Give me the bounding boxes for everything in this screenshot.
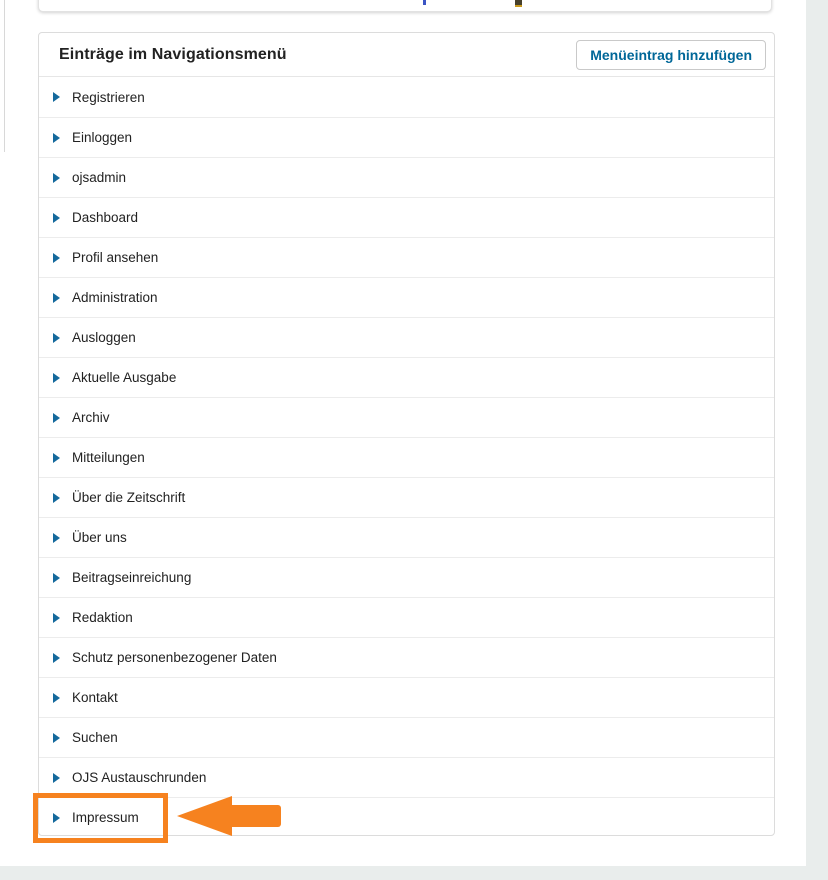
menu-item-row-redaktion[interactable] (39, 597, 774, 637)
menu-item-label: Ausloggen (72, 330, 136, 345)
expand-triangle-icon[interactable] (53, 573, 60, 583)
cutoff-icon-fragment-icon (515, 0, 522, 7)
menu-item-label: Registrieren (72, 89, 145, 105)
menu-item-label: Impressum (72, 810, 139, 825)
menu-item-row-suchen[interactable] (39, 717, 774, 757)
menu-item-label: Über die Zeitschrift (72, 490, 186, 505)
cutoff-text-fragment-icon (423, 0, 426, 5)
expand-triangle-icon[interactable] (53, 213, 60, 223)
menu-item-row-dashboard[interactable] (39, 197, 774, 237)
menu-item-label: Schutz personenbezogener Daten (72, 650, 277, 665)
menu-item-row-registrieren[interactable] (39, 77, 774, 117)
menu-item-label: ojsadmin (72, 170, 127, 185)
menu-item-row-einloggen[interactable] (39, 117, 774, 157)
menu-item-row-impressum[interactable] (39, 797, 774, 837)
menu-item-label: Aktuelle Ausgabe (72, 370, 177, 385)
expand-triangle-icon[interactable] (53, 373, 60, 383)
menu-item-label: Über uns (72, 530, 127, 545)
left-divider (4, 0, 5, 152)
expand-triangle-icon[interactable] (53, 293, 60, 303)
menu-item-label: Archiv (72, 410, 110, 425)
menu-item-row-ueber-uns[interactable] (39, 517, 774, 557)
expand-triangle-icon[interactable] (53, 773, 60, 783)
expand-triangle-icon[interactable] (53, 653, 60, 663)
expand-triangle-icon[interactable] (53, 133, 60, 143)
menu-item-row-ojs-austauschrunden[interactable] (39, 757, 774, 797)
expand-triangle-icon[interactable] (53, 813, 60, 823)
menu-item-row-aktuelle-ausgabe[interactable] (39, 357, 774, 397)
menu-item-label: Suchen (72, 730, 118, 745)
menu-item-row-schutz-personenbezogener-daten[interactable] (39, 637, 774, 677)
expand-triangle-icon[interactable] (53, 493, 60, 503)
expand-triangle-icon[interactable] (53, 253, 60, 263)
panel-header (39, 33, 774, 77)
menu-item-label: Beitragseinreichung (72, 570, 192, 585)
expand-triangle-icon[interactable] (53, 173, 60, 183)
menu-item-label: Kontakt (72, 690, 118, 705)
menu-item-row-profil-ansehen[interactable] (39, 237, 774, 277)
menu-item-label: Einloggen (72, 130, 133, 145)
navigation-menu-items-panel (38, 32, 775, 836)
menu-item-row-administration[interactable] (39, 277, 774, 317)
previous-card-cutoff (38, 0, 772, 12)
menu-item-label: Redaktion (72, 610, 133, 625)
menu-item-row-beitragseinreichung[interactable] (39, 557, 774, 597)
menu-item-row-ueber-die-zeitschrift[interactable] (39, 477, 774, 517)
expand-triangle-icon[interactable] (53, 92, 60, 102)
expand-triangle-icon[interactable] (53, 453, 60, 463)
menu-item-label: OJS Austauschrunden (72, 770, 207, 785)
menu-item-row-mitteilungen[interactable] (39, 437, 774, 477)
menu-item-label: Dashboard (72, 210, 139, 225)
menu-item-label: Mitteilungen (72, 450, 145, 465)
expand-triangle-icon[interactable] (53, 413, 60, 423)
panel-title: Einträge im Navigationsmenü (59, 45, 287, 63)
expand-triangle-icon[interactable] (53, 333, 60, 343)
menu-item-row-ausloggen[interactable] (39, 317, 774, 357)
menu-item-row-kontakt[interactable] (39, 677, 774, 717)
expand-triangle-icon[interactable] (53, 733, 60, 743)
menu-item-row-archiv[interactable] (39, 397, 774, 437)
expand-triangle-icon[interactable] (53, 613, 60, 623)
menu-item-list (39, 77, 774, 837)
menu-item-label: Administration (72, 290, 158, 305)
expand-triangle-icon[interactable] (53, 693, 60, 703)
menu-item-label: Profil ansehen (72, 250, 159, 265)
add-menu-item-button[interactable]: Menüeintrag hinzufügen (576, 40, 766, 70)
expand-triangle-icon[interactable] (53, 533, 60, 543)
menu-item-row-ojsadmin[interactable] (39, 157, 774, 197)
